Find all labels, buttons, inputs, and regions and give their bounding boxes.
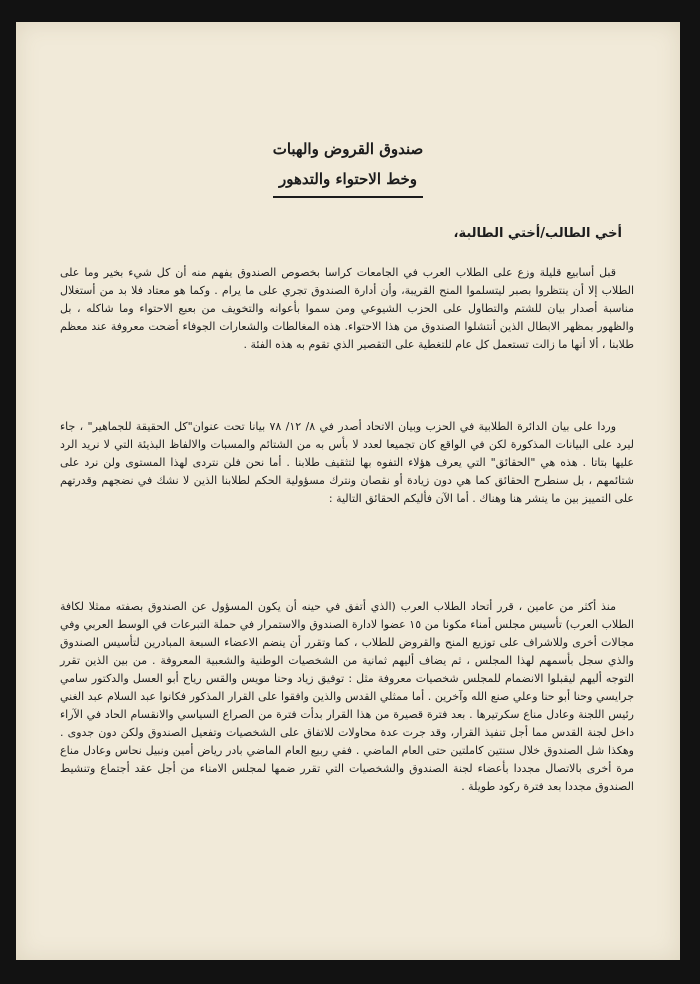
paragraph-3: منذ أكثر من عامين ، قرر أتحاد الطلاب العرب (الذي أتفق في حينه أن يكون المسؤول عن الصندوق بصفته ممثلا لكافة الطلاب العرب) تأسيس مجلس أمناء مكونا من ١٥ عضوا لادارة الصندوق والاستمرار في حملة التبرعات في الوسط العربي وفي مجالات أخرى وللاشراف على توزيع المنح والقروض للطلاب ، كما وتقرر أن ينضم الاعضاء السبعة المبادرين لتأسيس الصندوق والذي سجل بأسمهم لهذا المجلس ، ثم يضاف أليهم ثمانية من الشخصيات الوطنية والشعبية المعروفة . من بين الذين تقرر التوجه أليهم ليقبلوا الانضمام للمجلس شخصيات معروفة مثل : توفيق زياد وحنا مويس والقس رياح أبو العسل والدكتور سامي جرايسي وحنا أبو حنا وعلي صنع الله وآخرين . أما ممثلي القدس والذين وافقوا على القرار المذكور فكانوا عبد السلام عبد الغني رئيس اللجنة وعادل مناع سكرتيرها . بعد فترة قصيرة من هذا القرار بدأت فترة من الصراع السياسي والانقسام الحاد في الآراء داخل لجنة القدس مما أجل تنفيذ القرار، وقد جرت عدة محاولات للاتفاق على الشخصيات وتفعيل الصندوق ولكن دون جدوى . وهكذا شل الصندوق خلال سنتين كاملتين حتى العام الماضي . ففي ربيع العام الماضي بادر رياض أمين ونبيل نحاس وعادل مناع مرة أخرى بالاتصال مجددا بأعضاء لجنة الصندوق والشخصيات التي تقرر ضمها لمجلس الامناء من أجل عقد أجتماع وتنشيط الصندوق مجددا بعد فترة ركود طويلة .: [60, 600, 634, 793]
paragraph-1: قبل أسابيع قليلة وزع على الطلاب العرب في الجامعات كراسا بخصوص الصندوق يفهم منه أن كل شيء بخير وما على الطلاب إلا أن ينتظروا بصبر ليتسلموا المنح القريبة، وأن أدارة الصندوق تجري على ما يرام . وكما هو معتاد فلا بد من أستغلال مناسبة أصدار بيان للشتم والتطاول على الحزب الشيوعي ومن سموا بأعوانه والتخويف من بعبع الاحتواء وما شاكله ، بل والظهور بمظهر الابطال الذين أنتشلوا الصندوق من هذا الاحتواء. هذه المغالطات والشعارات الجوفاء أضحت معروفة عند معظم طلابنا ، ألا أنها ما زالت تستعمل كل عام للتغطية على التقصير الذي تقوم به هذه الفئة .: [60, 266, 634, 351]
title-underline: [273, 196, 423, 198]
document-title: [16, 134, 680, 198]
paragraph-2: وردا على بيان الدائرة الطلابية في الحزب وبيان الاتحاد أصدر في ٨/ ١٢/ ٧٨ بيانا تحت عنوان"كل الحقيقة للجماهير" ، جاء ليرد على البيانات المذكورة لكن في الواقع كان تجميعا لعدد لا بأس به من الشتائم والمسبات والالفاظ البذيئة التي لا نريد الرد عليها بتاتا . هذه هي "الحقائق" التي يعرف هؤلاء التفوه بها لتثقيف طلابنا . أما نحن فلن نتردى لهذا المستوى ولن نرد على شتائمهم ، بل سنطرح الحقائق كما هي دون زيادة أو نقصان ونترك مسؤولية الحكم لطلابنا الذين لا نشك في نضجهم وقدرتهم على التمييز بين ما ينشر هنا وهناك . أما الآن فأليكم الحقائق التالية :: [60, 420, 634, 505]
title-line-1: صندوق القروض والهبات: [272, 140, 424, 158]
document-page: [16, 22, 680, 960]
greeting: أخي الطالب/أختي الطالبة،: [453, 226, 622, 241]
title-line-2: وخط الاحتواء والتدهور: [279, 170, 417, 188]
